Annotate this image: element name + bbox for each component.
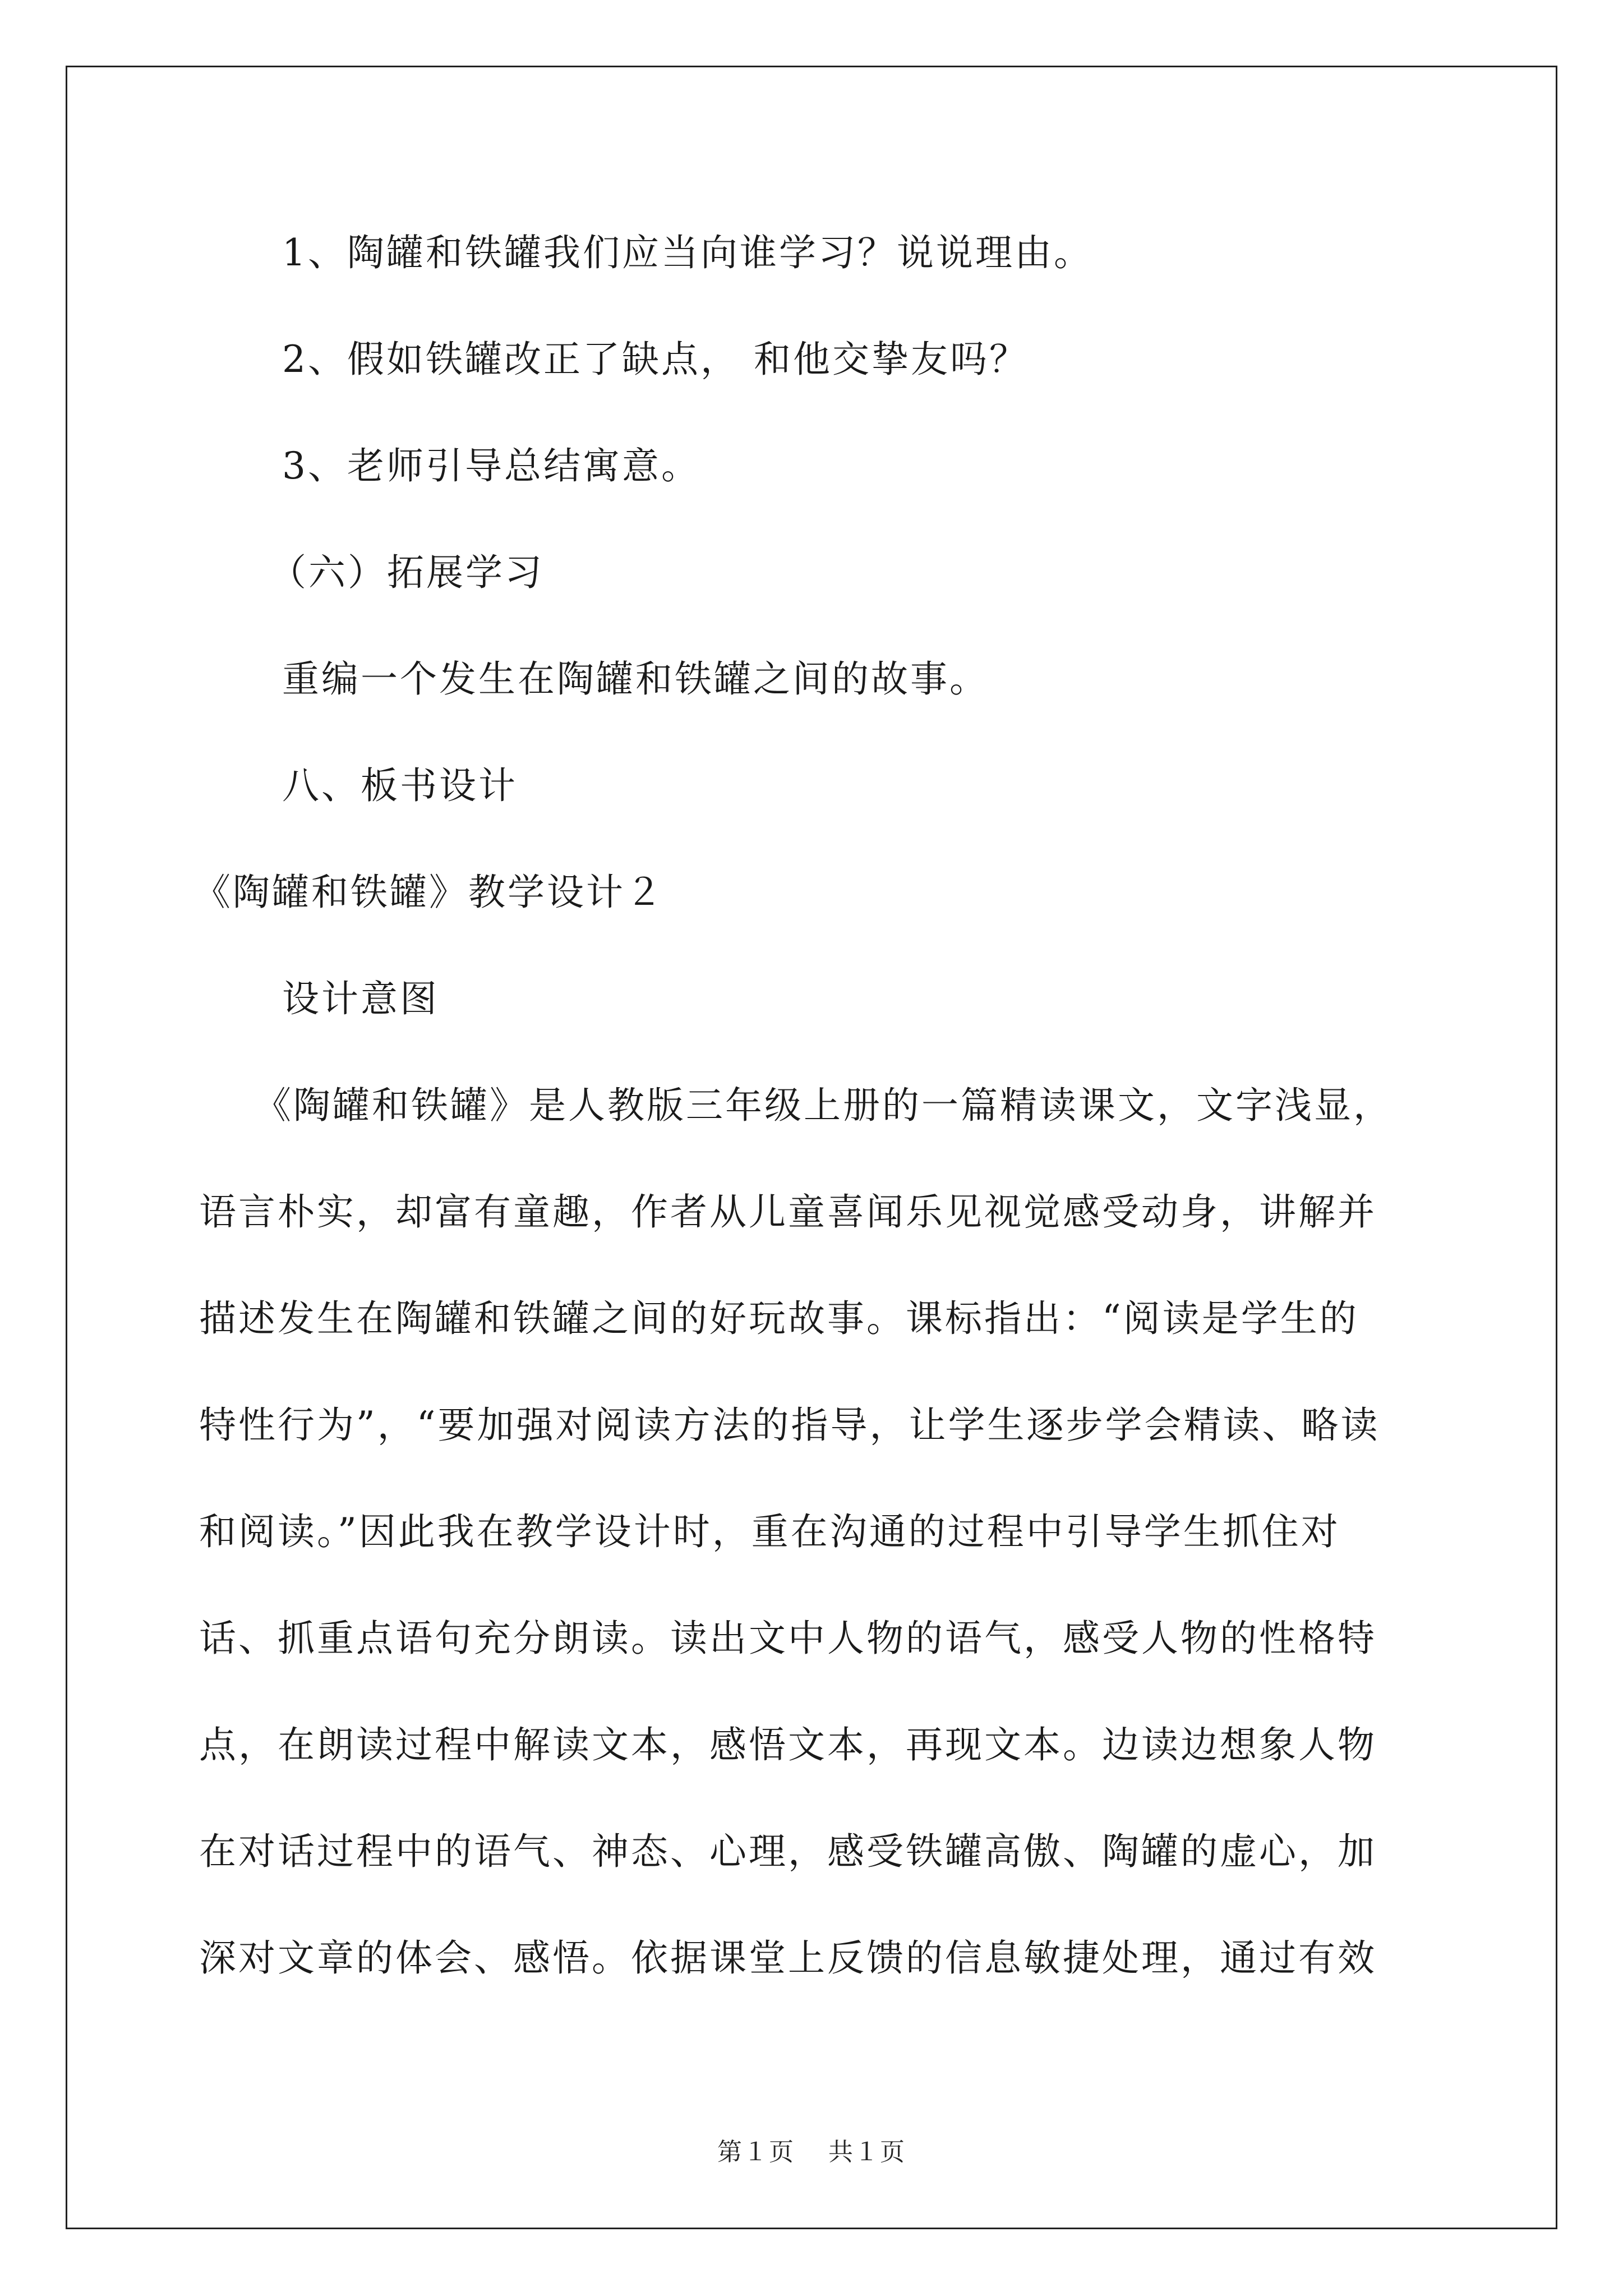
subsection-heading: （六）拓展学习 <box>269 551 544 594</box>
paragraph-line: 点，在朗读过程中解读文本，感悟文本，再现文本。边读边想象人物 <box>199 1723 1377 1766</box>
section-title: 《陶罐和铁罐》教学设计２ <box>193 871 665 914</box>
page-footer <box>0 2132 1623 2168</box>
paragraph-line: 深对文章的体会、感悟。依据课堂上反馈的信息敏捷处理，通过有效 <box>199 1936 1377 1980</box>
paragraph-line: 话、抓重点语句充分朗读。读出文中人物的语气，感受人物的性格特 <box>199 1617 1377 1660</box>
page-border <box>66 66 1557 2229</box>
paragraph-line: 语言朴实，却富有童趣，作者从儿童喜闻乐见视觉感受动身，讲解并 <box>199 1190 1377 1234</box>
list-item: 3、老师引导总结寓意。 <box>282 444 700 487</box>
list-item: 重编一个发生在陶罐和铁罐之间的故事。 <box>282 657 989 701</box>
list-item: 2、假如铁罐改正了缺点， 和他交挚友吗？ <box>282 338 1029 381</box>
page-number: 第１页 <box>717 2138 795 2166</box>
list-item: 1、陶罐和铁罐我们应当向谁学习？说说理由。 <box>282 231 1093 274</box>
paragraph-line: 特性行为”，“要加强对阅读方法的指导，让学生逐步学会精读、略读 <box>199 1404 1380 1447</box>
section-heading: 八、板书设计 <box>282 764 518 807</box>
paragraph-line: 和阅读。”因此我在教学设计时，重在沟通的过程中引导学生抓住对 <box>199 1510 1340 1553</box>
paragraph-line: 描述发生在陶罐和铁罐之间的好玩故事。课标指出：“阅读是学生的 <box>199 1297 1359 1340</box>
subheading: 设计意图 <box>282 977 439 1020</box>
page-total: 共１页 <box>828 2138 906 2166</box>
paragraph-line: 《陶罐和铁罐》是人教版三年级上册的一篇精读课文，文字浅显， <box>254 1084 1393 1127</box>
paragraph-line: 在对话过程中的语气、神态、心理，感受铁罐高傲、陶罐的虚心，加 <box>199 1830 1377 1873</box>
